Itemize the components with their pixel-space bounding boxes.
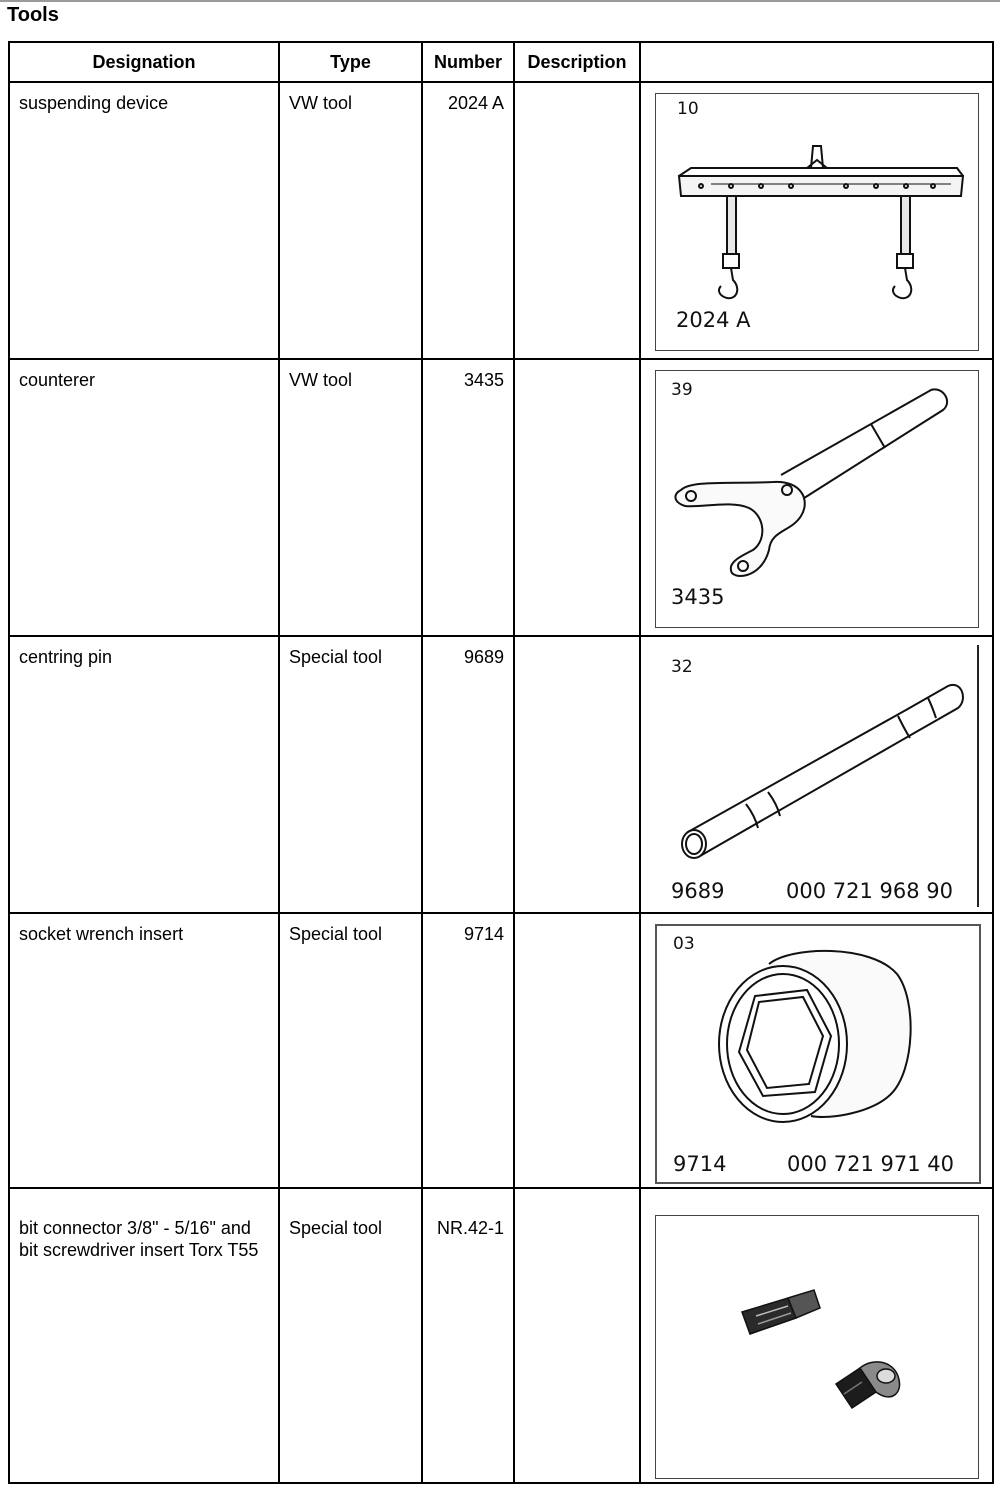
type-text: VW tool [289,93,353,113]
cell-number [422,1188,514,1483]
figure-id: 03 [673,934,695,954]
designation-text: centring pin [19,647,113,667]
part-number: 000 721 971 40 [787,1152,954,1176]
type-text: Special tool [289,647,383,667]
number-text: 3435 [463,370,504,390]
number-text: NR.42-1 [436,1218,504,1238]
centring-pin-drawing-icon [666,672,966,872]
table-header-row [9,42,993,82]
description-text [515,637,639,646]
cell-image [640,913,993,1188]
table-row [9,636,993,913]
figure-caption: 2024 A [676,308,751,332]
cell-number [422,913,514,1188]
cell-description [514,359,640,636]
bit-connector-photo-icon [736,1284,926,1424]
cell-designation [9,913,279,1188]
cell-description [514,1188,640,1483]
figure-id: 10 [677,99,699,119]
cell-description [514,636,640,913]
header-designation: Designation [9,42,279,82]
cell-type [279,82,422,359]
cell-type [279,913,422,1188]
hook-spanner-drawing-icon [661,380,971,590]
page-title: Tools [7,4,59,26]
description-text [515,914,639,923]
top-rule [0,0,1000,2]
cell-type [279,1188,422,1483]
figure-caption: 3435 [671,585,725,609]
tools-table [8,41,994,1484]
cell-image [640,359,993,636]
header-description: Description [514,42,640,82]
cell-designation [9,82,279,359]
designation-text: socket wrench insert [19,924,184,944]
table-row [9,359,993,636]
cell-designation [9,359,279,636]
image-side-rule [977,645,979,907]
number-text: 9689 [463,647,504,667]
part-number: 000 721 968 90 [786,879,953,903]
table-row [9,913,993,1188]
number-text: 2024 A [447,93,504,113]
description-text [515,1189,639,1217]
description-text [515,360,639,369]
header-number: Number [422,42,514,82]
cell-number [422,82,514,359]
type-text: VW tool [289,370,353,390]
cell-designation [9,636,279,913]
table-row [9,82,993,359]
table-row [9,1188,993,1483]
cell-image [640,1188,993,1483]
cell-description [514,82,640,359]
figure-id: 39 [671,380,693,400]
cell-type [279,636,422,913]
cell-designation [9,1188,279,1483]
type-text: Special tool [289,924,383,944]
description-text [515,83,639,92]
figure-caption: 9714 [673,1152,727,1176]
figure-id: 32 [671,657,693,677]
cell-number [422,359,514,636]
designation-text: suspending device [19,93,169,113]
cell-type [279,359,422,636]
cell-number [422,636,514,913]
designation-text: bit connector 3/8" - 5/16" and bit screwdriver insert Torx T55 [19,1218,259,1260]
hex-socket-drawing-icon [711,944,931,1134]
designation-text: counterer [19,370,96,390]
cell-image [640,636,993,913]
type-text: Special tool [289,1218,383,1238]
header-image [640,42,993,82]
header-type: Type [279,42,422,82]
cell-image [640,82,993,359]
suspending-device-drawing-icon [671,138,971,303]
cell-description [514,913,640,1188]
number-text: 9714 [463,924,504,944]
figure-caption: 9689 [671,879,725,903]
